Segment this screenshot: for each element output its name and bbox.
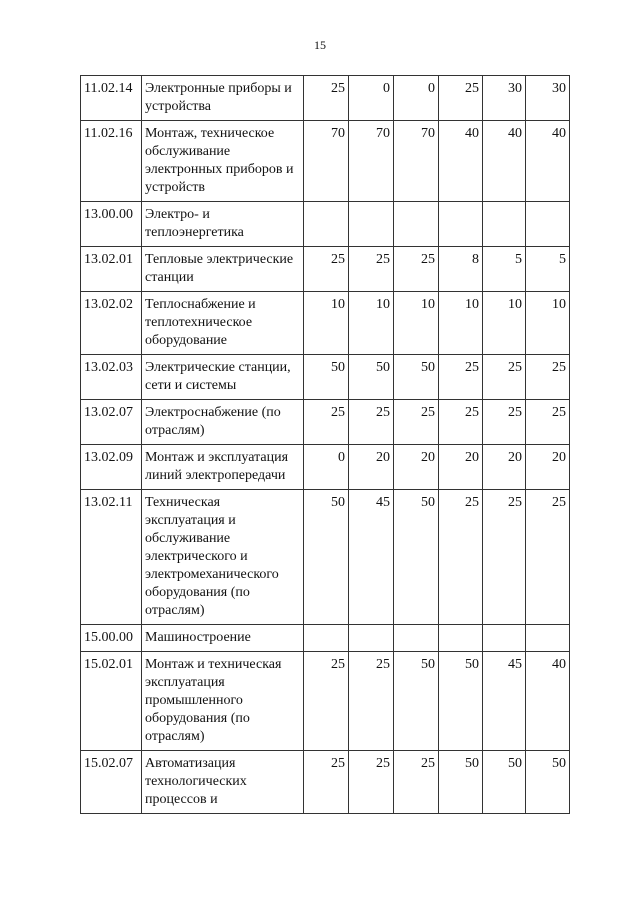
specialty-name-cell: Электрические станции, сети и системы: [142, 355, 304, 400]
value-cell: 25: [304, 247, 349, 292]
value-cell: 8: [439, 247, 483, 292]
value-cell: 40: [483, 121, 526, 202]
value-cell: 0: [349, 76, 394, 121]
table-row: [81, 76, 570, 121]
value-cell: [304, 625, 349, 652]
specialty-name-cell: Монтаж, техническое обслуживание электронных приборов и устройств: [142, 121, 304, 202]
value-cell: [483, 202, 526, 247]
table-row: [81, 490, 570, 625]
specialty-name-cell: Монтаж и техническая эксплуатация промышленного оборудования (по отраслям): [142, 652, 304, 751]
value-cell: [349, 202, 394, 247]
value-cell: [526, 625, 570, 652]
specialty-name-cell: Электро- и теплоэнергетика: [142, 202, 304, 247]
table-body: [81, 76, 570, 814]
value-cell: [394, 202, 439, 247]
value-cell: 25: [394, 400, 439, 445]
value-cell: 25: [394, 247, 439, 292]
value-cell: 70: [394, 121, 439, 202]
value-cell: 50: [439, 652, 483, 751]
specialty-name-cell: Тепловые электрические станции: [142, 247, 304, 292]
table-row: [81, 400, 570, 445]
value-cell: 50: [304, 355, 349, 400]
value-cell: 0: [394, 76, 439, 121]
value-cell: 45: [349, 490, 394, 625]
table-row: [81, 652, 570, 751]
specialty-code-cell: 13.02.01: [81, 247, 142, 292]
value-cell: 25: [349, 247, 394, 292]
value-cell: 25: [439, 355, 483, 400]
value-cell: 50: [394, 490, 439, 625]
value-cell: 20: [526, 445, 570, 490]
value-cell: 10: [394, 292, 439, 355]
specialty-code-cell: 11.02.16: [81, 121, 142, 202]
value-cell: 10: [349, 292, 394, 355]
table-row: [81, 202, 570, 247]
value-cell: 20: [394, 445, 439, 490]
value-cell: 25: [349, 652, 394, 751]
value-cell: 30: [483, 76, 526, 121]
value-cell: 20: [483, 445, 526, 490]
value-cell: 10: [439, 292, 483, 355]
value-cell: 50: [394, 355, 439, 400]
value-cell: 5: [526, 247, 570, 292]
value-cell: 25: [526, 490, 570, 625]
specialty-name-cell: Электроснабжение (по отраслям): [142, 400, 304, 445]
specialty-name-cell: Техническая эксплуатация и обслуживание электрического и электромеханического оборудования (по отраслям): [142, 490, 304, 625]
value-cell: 70: [349, 121, 394, 202]
value-cell: 70: [304, 121, 349, 202]
value-cell: 50: [349, 355, 394, 400]
value-cell: [483, 625, 526, 652]
value-cell: [394, 625, 439, 652]
value-cell: 25: [439, 76, 483, 121]
specialty-code-cell: 15.02.01: [81, 652, 142, 751]
value-cell: [439, 202, 483, 247]
value-cell: 45: [483, 652, 526, 751]
value-cell: 5: [483, 247, 526, 292]
value-cell: 25: [483, 490, 526, 625]
page-number: 15: [314, 38, 326, 52]
specialty-code-cell: 13.02.03: [81, 355, 142, 400]
value-cell: [439, 625, 483, 652]
specialty-name-cell: Автоматизация технологических процессов и: [142, 751, 304, 814]
specialty-code-cell: 13.02.07: [81, 400, 142, 445]
value-cell: 40: [439, 121, 483, 202]
value-cell: 25: [526, 355, 570, 400]
value-cell: 25: [526, 400, 570, 445]
value-cell: 20: [349, 445, 394, 490]
specialty-name-cell: Электронные приборы и устройства: [142, 76, 304, 121]
value-cell: [349, 625, 394, 652]
value-cell: 25: [439, 490, 483, 625]
specialty-code-cell: 15.00.00: [81, 625, 142, 652]
value-cell: 10: [483, 292, 526, 355]
value-cell: 10: [304, 292, 349, 355]
value-cell: 25: [483, 400, 526, 445]
value-cell: 25: [349, 751, 394, 814]
value-cell: 30: [526, 76, 570, 121]
specialty-code-cell: 13.02.09: [81, 445, 142, 490]
value-cell: 25: [349, 400, 394, 445]
value-cell: 25: [439, 400, 483, 445]
value-cell: 40: [526, 652, 570, 751]
specialty-name-cell: Монтаж и эксплуатация линий электропередачи: [142, 445, 304, 490]
value-cell: [304, 202, 349, 247]
specialty-name-cell: Теплоснабжение и теплотехническое оборудование: [142, 292, 304, 355]
value-cell: 40: [526, 121, 570, 202]
value-cell: 50: [394, 652, 439, 751]
table-row: [81, 292, 570, 355]
value-cell: 25: [483, 355, 526, 400]
value-cell: 25: [304, 652, 349, 751]
value-cell: 50: [483, 751, 526, 814]
specialty-name-cell: Машиностроение: [142, 625, 304, 652]
value-cell: 50: [304, 490, 349, 625]
table-row: [81, 625, 570, 652]
value-cell: 10: [526, 292, 570, 355]
value-cell: 25: [304, 751, 349, 814]
specialty-code-cell: 13.00.00: [81, 202, 142, 247]
specialties-table: [80, 75, 570, 814]
value-cell: 25: [304, 76, 349, 121]
specialty-code-cell: 15.02.07: [81, 751, 142, 814]
table-row: [81, 445, 570, 490]
table-row: [81, 355, 570, 400]
table-row: [81, 247, 570, 292]
value-cell: 50: [526, 751, 570, 814]
value-cell: 50: [439, 751, 483, 814]
value-cell: 25: [394, 751, 439, 814]
value-cell: 20: [439, 445, 483, 490]
specialty-code-cell: 11.02.14: [81, 76, 142, 121]
specialty-code-cell: 13.02.11: [81, 490, 142, 625]
specialty-code-cell: 13.02.02: [81, 292, 142, 355]
value-cell: 25: [304, 400, 349, 445]
table-row: [81, 751, 570, 814]
table-row: [81, 121, 570, 202]
value-cell: [526, 202, 570, 247]
value-cell: 0: [304, 445, 349, 490]
